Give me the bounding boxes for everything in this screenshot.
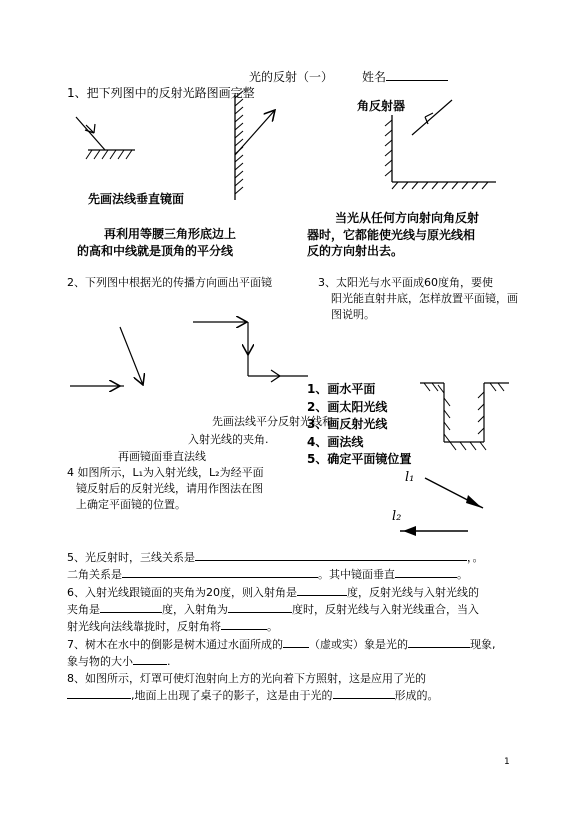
hint-draw-normal: 先画法线垂直镜面 [88, 192, 185, 206]
step-3: 3、画反射光线 [307, 417, 388, 431]
hint-corner-line3: 反的方向射出去。 [307, 244, 404, 258]
q6-blank-4[interactable] [221, 618, 267, 630]
page-title: 光的反射（一） [249, 70, 334, 84]
section-4-line2: 镜反射后的反射光线，请用作图法在图 [76, 482, 263, 495]
question-6-line3: 射光线向法线靠拢时，反射角将 。 [67, 620, 278, 633]
hint-triangle-line2: 的高和中线就是顶角的平分线 [77, 244, 234, 258]
page-number: 1 [504, 757, 510, 767]
hint-triangle-line1: 再利用等腰三角形底边上 [104, 227, 237, 241]
q7-blank-2[interactable] [408, 636, 470, 648]
question-8-line2: ,地面上出现了桌子的影子，这是由于光的 形成的。 [67, 687, 439, 703]
question-6-line1: 6、入射光线跟镜面的夹角为20度，则入射角是 度，反射光线与入射光线的 [67, 586, 479, 599]
section-3-line2: 阳光能直射井底，怎样放置平面镜，画 [331, 292, 518, 305]
q5-blank-1[interactable] [195, 549, 467, 561]
section-4-line3: 上确定平面镜的位置。 [76, 498, 186, 511]
hint-corner-line2: 器时，它都能使光线与原光线相 [307, 228, 476, 242]
hint-corner-line1: 当光从任何方向射向角反射 [335, 211, 480, 225]
figure-l1-l2 [400, 478, 483, 536]
step-2: 2、画太阳光线 [307, 400, 388, 414]
figure-vertical-mirror [235, 91, 275, 200]
step-5: 5、确定平面镜位置 [307, 452, 412, 466]
name-label: 姓名 [362, 68, 448, 85]
q7-blank-3[interactable] [133, 653, 167, 665]
question-8-line1: 8、如图所示，灯罩可使灯泡射向上方的光向着下方照射，这是应用了光的 [67, 672, 426, 685]
section-3-line3: 图说明。 [331, 308, 375, 321]
question-7-line1: 7、树木在水中的倒影是树木通过水面所成的 （虚或实）象是光的 现象, [67, 638, 496, 651]
q5-blank-2[interactable] [122, 566, 318, 578]
hint-bisect-line2: 入射光线的夹角. [188, 433, 269, 446]
q6-blank-1[interactable] [297, 584, 347, 596]
question-7-line2: 象与物的大小 . [67, 655, 171, 668]
hint-draw-mirror: 再画镜面垂直法线 [118, 450, 206, 463]
section-2-heading: 2、下列图中根据光的传播方向画出平面镜 [67, 276, 272, 289]
question-5-line2: 二角关系是 。其中镜面垂直 。 [67, 568, 468, 581]
figure-mirror-incident-ray [76, 117, 135, 159]
question-5-line1: 5、光反射时，三线关系是 ，。 [67, 551, 484, 564]
figure-find-mirror-b [193, 322, 308, 382]
figure-find-mirror-a [70, 327, 143, 386]
q7-blank-1[interactable] [283, 636, 309, 648]
l1-label: l₁ [405, 470, 415, 485]
step-1: 1、画水平面 [307, 382, 376, 396]
corner-reflector-label: 角反射器 [357, 99, 406, 113]
name-field[interactable] [390, 68, 452, 82]
l2-label: l₂ [392, 509, 402, 524]
hint-bisect-line1: 先画法线平分反射光线和 [212, 415, 333, 428]
q8-blank-1[interactable] [67, 687, 131, 699]
section-1-heading: 1、把下列图中的反射光路图画完整 [67, 86, 255, 100]
q6-blank-3[interactable] [228, 601, 292, 613]
section-4-line1: 4 如图所示，L₁为入射光线，L₂为经平面 [67, 466, 264, 479]
q6-blank-2[interactable] [100, 601, 162, 613]
q5-blank-3[interactable] [395, 566, 457, 578]
figure-well [420, 383, 509, 450]
section-3-line1: 3、太阳光与水平面成60度角，要使 [318, 276, 493, 289]
question-6-line2: 夹角是 度，入射角为 度时，反射光线与入射光线重合，当入 [67, 603, 479, 616]
q8-blank-2[interactable] [333, 687, 395, 699]
step-4: 4、画法线 [307, 435, 364, 449]
